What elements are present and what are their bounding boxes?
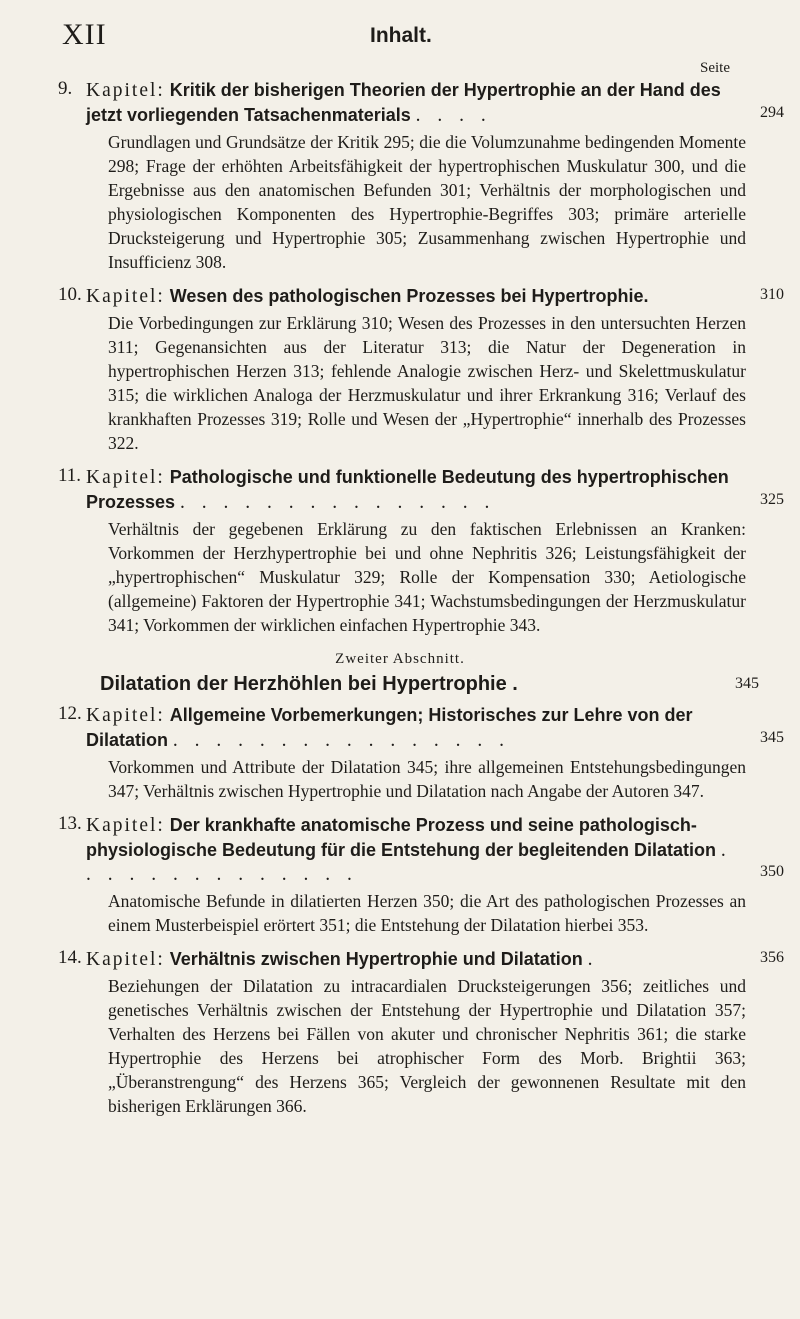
entry-body: Grundlagen und Grundsätze der Kritik 295; die die Volumzunahme bedingenden Momente 298; Frage der erhöhten Arbeitsfähigkeit der hypertrophischen Muskulatur 300, und die Ergebnisse aus den anatomischen Befunden 301; Verhältnis der morphologischen und physiologischen Komponenten des Hypertrophie-Begriffes 303; primäre arterielle Drucksteigerung und Hypertrophie 305; Zusammenhang zwischen Hypertrophie und Insufficienz 308.	[108, 132, 746, 272]
toc-entry-11	[58, 465, 784, 637]
section-title-text: Dilatation der Herzhöhlen bei Hypertrophie	[100, 673, 507, 695]
entry-heading	[86, 78, 746, 128]
entry-number: 12.	[58, 703, 82, 724]
toc-entry-12	[58, 703, 784, 803]
leader-dots: . . . . . . . . . . . . . .	[86, 840, 732, 885]
section-subtitle: Zweiter Abschnitt.	[335, 651, 465, 667]
kapitel-label: Kapitel:	[86, 705, 165, 726]
leader-dots: .	[587, 949, 599, 970]
entry-heading	[86, 947, 746, 972]
entry-title: Kritik der bisherigen Theorien der Hypertrophie an der Hand des jetzt vorliegenden Tatsachenmaterials	[86, 80, 721, 125]
entry-body: Verhältnis der gegebenen Erklärung zu den faktischen Erlebnissen an Kranken: Vorkommen der Herzhypertrophie bei und ohne Nephritis 326; Leistungsfähigkeit der „hypertrophischen“ Muskulatur 329; Rolle der Kompensation 330; Aetiologische (allgemeine) Faktoren der Hypertrophie 341; Wachstumsbedingungen der Herzmuskulatur 341; Vorkommen der wirklichen einfachen Hypertrophie 343.	[108, 519, 746, 635]
entry-title: Allgemeine Vorbemerkungen; Historisches zur Lehre von der Dilatation	[86, 705, 693, 750]
entry-page: 325	[760, 491, 784, 508]
kapitel-label: Kapitel:	[86, 286, 165, 307]
entry-number: 9.	[58, 78, 73, 99]
entry-page: 294	[760, 104, 784, 121]
entry-number: 10.	[58, 284, 82, 305]
entry-body: Anatomische Befunde in dilatierten Herzen 350; die Art des pathologischen Prozesses an einem Musterbeispiel erörtert 351; die Entstehung der Dilatation hierbei 353.	[108, 891, 746, 935]
entry-body: Beziehungen der Dilatation zu intracardialen Drucksteigerungen 356; zeitliches und genetisches Verhältnis zwischen der Entstehung der Hypertrophie und Dilatation 357; Verhalten des Herzens bei Fällen von akuter und chronischer Nephritis 361; die starke Hypertrophie des Herzens bei atrophischer Form des Morb. Brightii 363; „Überanstrengung“ des Herzens 365; Vergleich der gewonnenen Resultate mit den bisherigen Erklärungen 366.	[108, 976, 746, 1116]
leader-dots: . . . .	[415, 105, 492, 126]
entry-page: 350	[760, 863, 784, 880]
entry-title: Pathologische und funktionelle Bedeutung des hypertrophischen Prozesses	[86, 467, 729, 512]
entry-title: Verhältnis zwischen Hypertrophie und Dilatation	[169, 949, 583, 969]
kapitel-label: Kapitel:	[86, 467, 165, 488]
section-page: 345	[735, 675, 759, 692]
entry-heading	[86, 284, 746, 309]
entry-page: 345	[760, 729, 784, 746]
entry-heading	[86, 465, 746, 515]
toc-entry-9	[58, 78, 784, 274]
kapitel-label: Kapitel:	[86, 949, 165, 970]
page-title: Inhalt.	[370, 24, 432, 47]
page-number-roman: XII	[62, 18, 107, 51]
entry-page: 310	[760, 286, 784, 303]
entry-heading	[86, 703, 746, 753]
entry-title: Der krankhafte anatomische Prozess und seine pathologisch-physiologische Bedeutung für die Entstehung der begleitenden Dilatation	[86, 815, 717, 860]
seite-label: Seite	[700, 60, 730, 76]
entry-heading	[86, 813, 746, 887]
leader-dots: . . . . . . . . . . . . . . .	[179, 492, 496, 513]
entry-title: Wesen des pathologischen Prozesses bei Hypertrophie.	[169, 286, 649, 306]
entry-number: 13.	[58, 813, 82, 834]
toc-entry-10	[58, 284, 784, 455]
entry-number: 11.	[58, 465, 82, 486]
section-title	[100, 673, 524, 696]
kapitel-label: Kapitel:	[86, 80, 165, 101]
entry-body: Die Vorbedingungen zur Erklärung 310; Wesen des Prozesses in den untersuchten Herzen 311; Gegenansichten aus der Literatur 313; die Natur der Degeneration in hypertrophischen Herzen 313; fehlende Analogie zwischen Herz- und Skelettmuskulatur 315; die wirklichen Analoga der Herzmuskulatur und ihrer Erkrankung 316; Verlauf des krankhaften Prozesses 319; Rolle und Wesen der „Hypertrophie“ innerhalb des Prozesses 322.	[108, 313, 746, 453]
leader-dots: . . . . . . . . . . . . . . . .	[172, 730, 511, 751]
entry-number: 14.	[58, 947, 82, 968]
toc-entry-14	[58, 947, 784, 1118]
kapitel-label: Kapitel:	[86, 815, 165, 836]
toc-entry-13	[58, 813, 784, 937]
entry-body: Vorkommen und Attribute der Dilatation 345; ihre allgemeinen Entstehungsbedingungen 347; Verhältnis zwischen Hypertrophie und Dilatation nach Angabe der Autoren 347.	[108, 757, 746, 801]
entry-page: 356	[760, 949, 784, 966]
leader-dots: .	[512, 673, 524, 695]
